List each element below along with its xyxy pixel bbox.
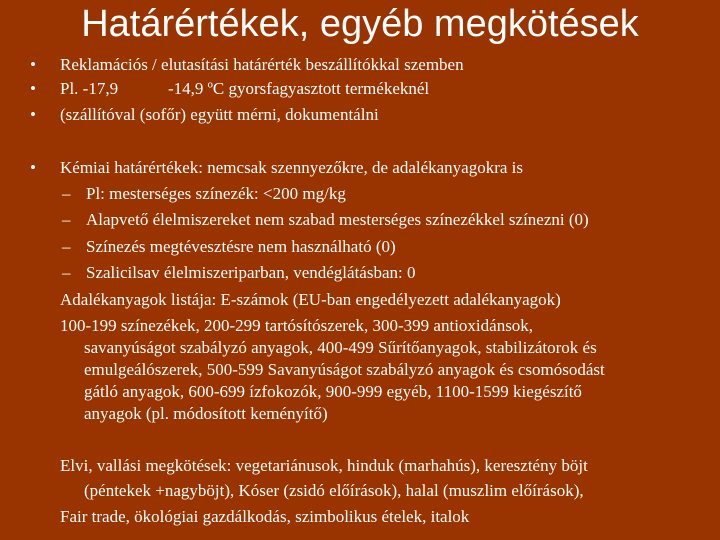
dash-marker: –: [62, 263, 71, 282]
slide-title: Határértékek, egyéb megkötések: [81, 3, 639, 45]
religion-line: (péntekek +nagyböjt), Kóser (zsidó előírások), halal (muszlim előírások),: [84, 481, 584, 500]
sub-item: Pl: mesterséges színezék: <200 mg/kg: [86, 184, 346, 203]
bullet-pl-temp-b: -14,9 ºC gyorsfagyasztott termékeknél: [168, 79, 430, 98]
dash-marker: –: [62, 184, 71, 203]
bullet-reklamacio: Reklamációs / elutasítási határérték beszállítókkal szemben: [60, 55, 464, 74]
bullet-kemiai: Kémiai határértékek: nemcsak szennyezőkre, de adalékanyagokra is: [60, 158, 524, 177]
dash-marker: –: [62, 210, 71, 229]
additives-detail: emulgeálószerek, 500-599 Savanyúságot szabályzó anyagok és csomósodást: [84, 360, 605, 379]
sub-item: Szalicilsav élelmiszeriparban, vendéglátásban: 0: [86, 263, 416, 282]
bullet-pl-temp-a: Pl. -17,9: [60, 79, 119, 98]
bullet-marker: •: [30, 55, 36, 74]
dash-marker: –: [62, 237, 71, 256]
bullet-marker: •: [30, 105, 36, 124]
additives-detail: anyagok (pl. módosított keményítő): [84, 404, 328, 423]
additives-detail: 100-199 színezékek, 200-299 tartósítószerek, 300-399 antioxidánsok,: [60, 316, 534, 335]
bullet-marker: •: [30, 79, 36, 98]
sub-item: Alapvető élelmiszereket nem szabad mesterséges színezékkel színezni (0): [86, 210, 589, 229]
religion-line: Elvi, vallási megkötések: vegetariánusok, hinduk (marhahús), keresztény böjt: [60, 456, 588, 475]
sub-item: Színezés megtévesztésre nem használható (0): [86, 237, 396, 256]
bullet-szallito: (szállítóval (sofőr) együtt mérni, dokumentálni: [60, 105, 379, 124]
additives-detail: savanyúságot szabályzó anyagok, 400-499 Sűrítőanyagok, stabilizátorok és: [84, 338, 597, 357]
additives-detail: gátló anyagok, 600-699 ízfokozók, 900-999 egyéb, 1100-1599 kiegészítő: [84, 382, 582, 401]
religion-line: Fair trade, ökológiai gazdálkodás, szimbolikus ételek, italok: [60, 507, 470, 526]
bullet-marker: •: [30, 158, 36, 177]
additives-line: Adalékanyagok listája: E-számok (EU-ban engedélyezett adalékanyagok): [60, 290, 561, 309]
